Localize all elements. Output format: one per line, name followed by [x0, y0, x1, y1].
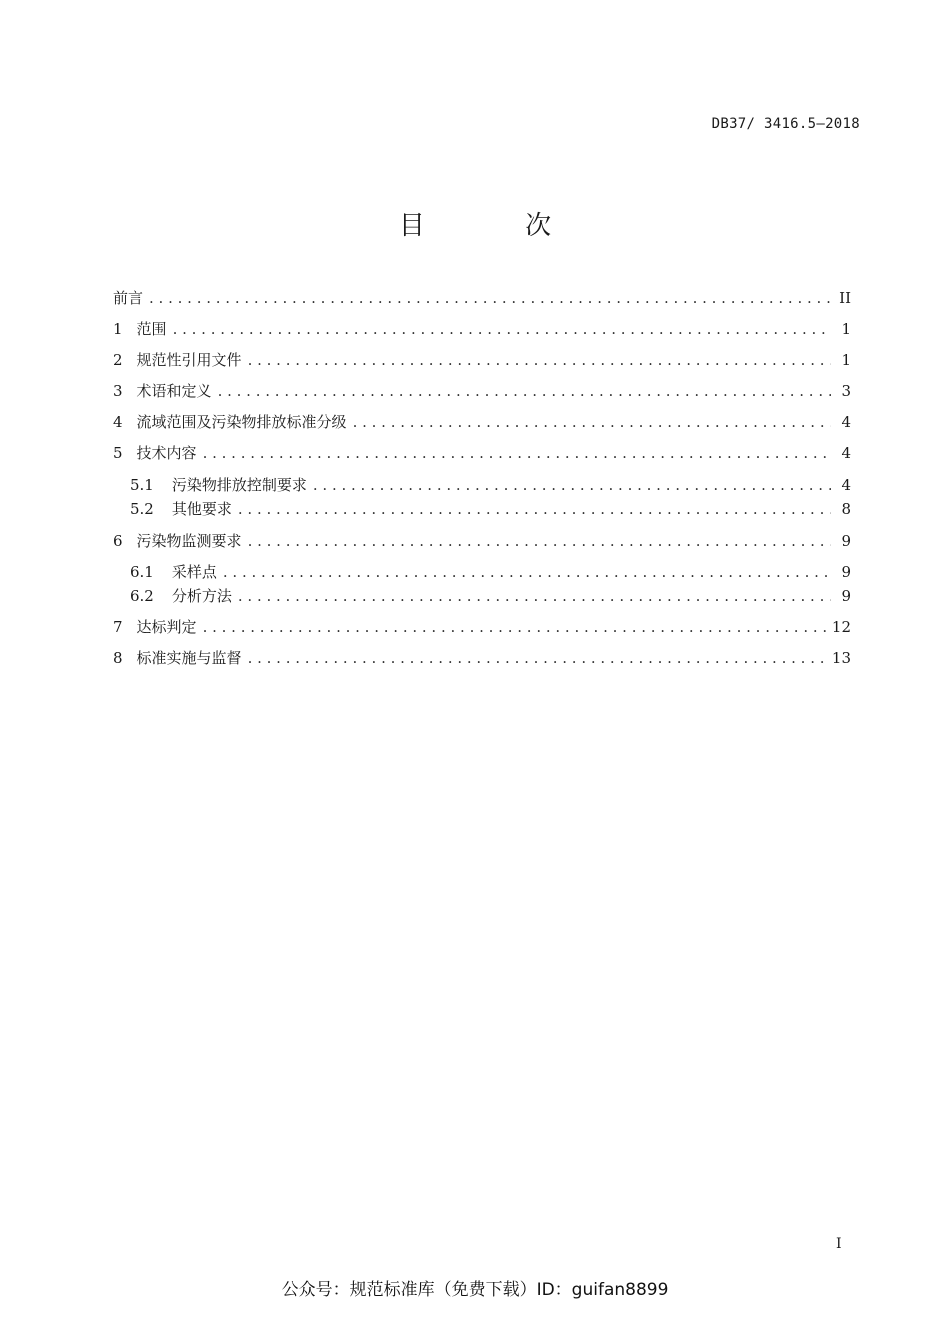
toc-entry-label: 分析方法: [171, 587, 232, 605]
toc-entry-label: 范围: [136, 320, 167, 338]
toc-entry-page: 9: [841, 587, 851, 605]
toc-entry-foreword[interactable]: [113, 287, 851, 309]
toc-entry-6[interactable]: [113, 530, 851, 552]
toc-entry-number: 1: [113, 320, 123, 338]
toc-entry-4[interactable]: [113, 411, 851, 433]
toc-entry-5-2[interactable]: [113, 498, 851, 520]
toc-entry-page: 9: [841, 563, 851, 581]
dot-leader: [173, 318, 831, 340]
toc-entry-7[interactable]: [113, 616, 851, 638]
toc-entry-page: 4: [841, 413, 851, 431]
toc-entry-number: 3: [113, 382, 123, 400]
toc-entry-8[interactable]: [113, 647, 851, 669]
toc-entry-page: 8: [841, 500, 851, 518]
dot-leader: [248, 530, 831, 552]
page-number: I: [836, 1236, 842, 1252]
dot-leader: [238, 498, 831, 520]
toc-entry-5-1[interactable]: [113, 474, 851, 496]
toc-entry-page: II: [839, 289, 851, 307]
toc-entry-label: 规范性引用文件: [136, 351, 242, 369]
table-of-contents: [113, 287, 851, 669]
toc-title: 目 次: [398, 211, 598, 241]
toc-entry-page: 1: [841, 351, 851, 369]
dot-leader: [203, 616, 826, 638]
toc-entry-label: 流域范围及污染物排放标准分级: [136, 413, 347, 431]
toc-entry-page: 12: [831, 618, 851, 636]
dot-leader: [353, 411, 831, 433]
dot-leader: [149, 287, 831, 309]
toc-entry-number: 6: [113, 532, 123, 550]
toc-entry-label: 采样点: [171, 563, 217, 581]
dot-leader: [218, 380, 831, 402]
toc-entry-number: 5: [113, 444, 123, 462]
dot-leader: [203, 442, 831, 464]
toc-entry-5[interactable]: [113, 442, 851, 464]
standard-code: DB37/ 3416.5—2018: [711, 116, 860, 132]
toc-entry-page: 3: [841, 382, 851, 400]
toc-entry-page: 4: [841, 476, 851, 494]
toc-entry-number: 5.1: [130, 476, 154, 494]
toc-entry-6-1[interactable]: [113, 561, 851, 583]
toc-entry-label: 污染物排放控制要求: [171, 476, 307, 494]
dot-leader: [223, 561, 831, 583]
toc-entry-label: 其他要求: [171, 500, 232, 518]
toc-entry-number: 8: [113, 649, 123, 667]
toc-entry-page: 1: [841, 320, 851, 338]
toc-entry-label: 污染物监测要求: [136, 532, 242, 550]
toc-entry-label: 术语和定义: [136, 382, 212, 400]
dot-leader: [313, 474, 831, 496]
toc-entry-6-2[interactable]: [113, 585, 851, 607]
toc-entry-page: 9: [841, 532, 851, 550]
toc-entry-page: 13: [831, 649, 851, 667]
toc-entry-1[interactable]: [113, 318, 851, 340]
toc-entry-number: 2: [113, 351, 123, 369]
toc-entry-number: 6.2: [130, 587, 154, 605]
toc-entry-label: 技术内容: [136, 444, 197, 462]
dot-leader: [238, 585, 831, 607]
footer-note: 公众号：规范标准库（免费下载）ID：guifan8899: [281, 1280, 669, 1300]
toc-entry-3[interactable]: [113, 380, 851, 402]
toc-entry-number: 6.1: [130, 563, 154, 581]
toc-entry-2[interactable]: [113, 349, 851, 371]
toc-entry-number: 4: [113, 413, 123, 431]
toc-entry-page: 4: [841, 444, 851, 462]
toc-entry-label: 前言: [113, 289, 144, 307]
dot-leader: [248, 647, 826, 669]
dot-leader: [248, 349, 831, 371]
toc-entry-label: 标准实施与监督: [136, 649, 242, 667]
toc-entry-number: 5.2: [130, 500, 154, 518]
toc-entry-label: 达标判定: [136, 618, 197, 636]
toc-entry-number: 7: [113, 618, 123, 636]
